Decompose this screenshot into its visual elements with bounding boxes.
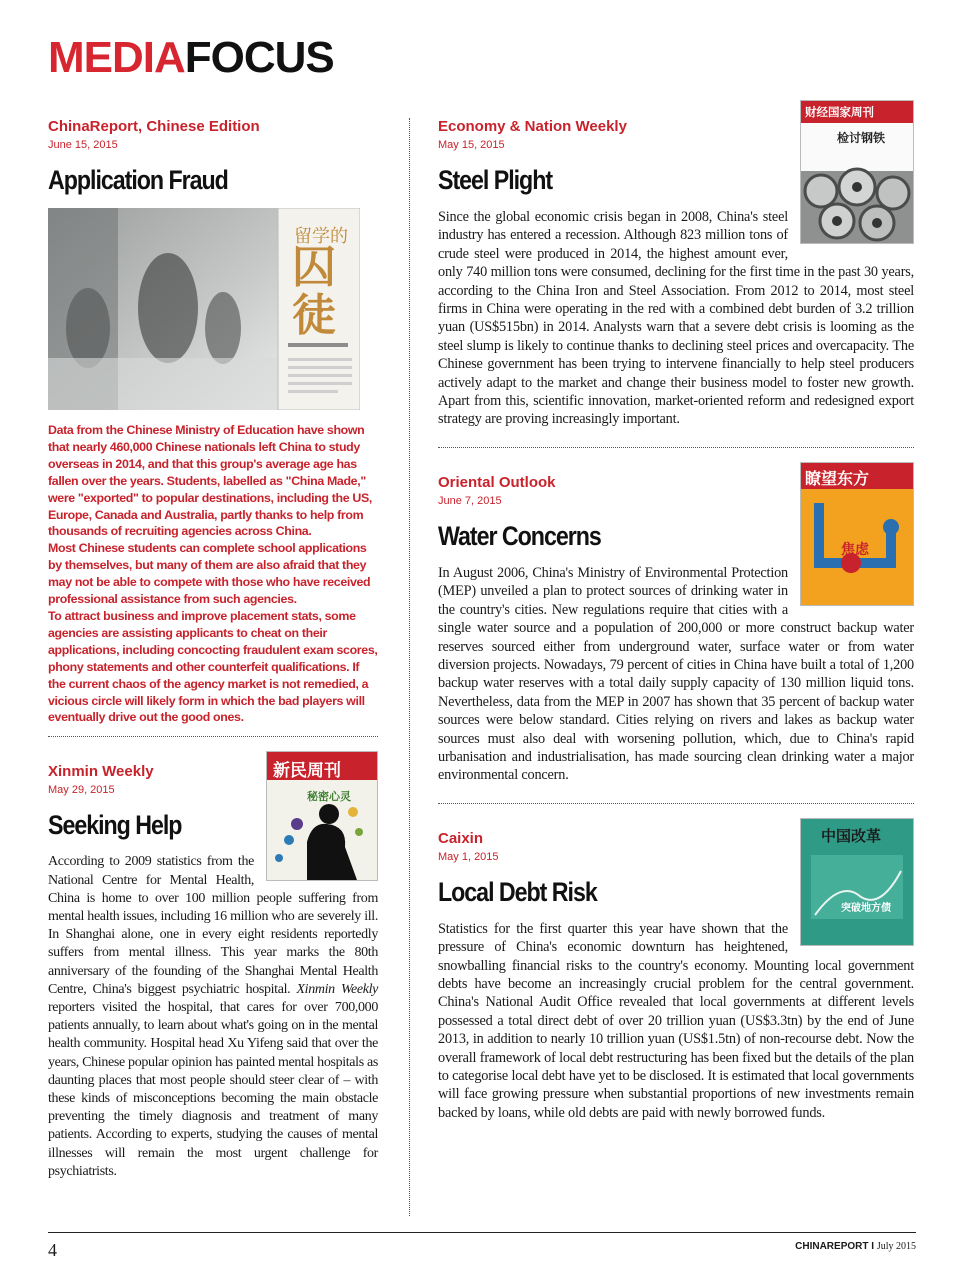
article-paragraph: Data from the Chinese Ministry of Education have shown that nearly 460,000 Chinese nationals left China to study overseas in 2014, and that this group's average age has fallen over the years. Students, labelled as "China Made," were "exported" to popular destinations, including the US, Europe, Canada and Australia, partly thanks to help from thousands of recruiting agencies across China. xyxy=(48,423,372,539)
article-date: June 15, 2015 xyxy=(48,139,118,151)
cover-title-text: 留学的 xyxy=(294,226,348,247)
article-headline: Water Concerns xyxy=(438,520,601,551)
cover-subtitle-text: 秘密心灵 xyxy=(307,790,351,804)
article-headline: Application Fraud xyxy=(48,165,228,195)
cover-big-char-1: 囚 xyxy=(292,242,336,293)
page-number: 4 xyxy=(48,1240,57,1260)
section-divider xyxy=(48,736,378,737)
footer-issue: July 2015 xyxy=(876,1241,916,1252)
article-text: According to 2009 statistics from the National Centre for Mental Health, China is home to over 100 million people suffering from mental health issues, including 16 million who are severely ill. In Shanghai alone, one in every eight residents reportedly suffers from mental illness. This year marks the 80th anniversary of the founding of the Shanghai Mental Health Centre, China's biggest psychiatric hospital. xyxy=(48,854,378,997)
article-body: In August 2006, China's Ministry of Environmental Protection (MEP) unveiled a plan to protect sources of drinking water in the country's cities. New regulations require that cities with a single water source and a population of 200,000 or more construct backup water reserves sourced either from underground water, surface water or from water diversion projects. Nowadays, 79 percent of cities in China have built a total of 1,200 backup water reserves with a total daily supply capacity of 130 million liquid tons. Nevertheless, data from the MEP in 2007 has shown that 35 percent of backup water sources were below standard. Cities relying on rivers and lakes as backup water sources must also deal with worsening pollution, which, due to China's rapid urbanisation and industrialisation, has made sourcing clean drinking water a major environmental concern. xyxy=(438,564,914,784)
article-photo xyxy=(48,208,360,410)
footer-brand xyxy=(795,1241,916,1252)
article-source: Oriental Outlook xyxy=(438,473,556,491)
article-paragraph: To attract business and improve placement stats, some agencies are assisting applicants to cheat on their applications, including concocting fraudulent exam scores, phony statements and other counterfeit qualifications. If the current chaos of the agency market is not remedied, a vicious circle will likely form in which the bad players will eventually drive out the good ones. xyxy=(48,608,378,725)
title-media: MEDIA xyxy=(48,33,185,82)
cover-title-text: 财经国家周刊 xyxy=(805,105,874,119)
article-source: Caixin xyxy=(438,829,484,847)
article-text: reporters visited the hospital, that cares for over 700,000 patients annually, to learn about what's going on in the mental health community. Hospital head Xu Yifeng said that over the years, Chinese popular opinion has painted mental hospitals as daunting places that most people should steer clear of – with these kinds of misconceptions becoming the main obstacle preventing the timely diagnosis and treatment of many patients. According to experts, studying the causes of mental illnesses will remain the most urgent challenge for psychiatrists. xyxy=(48,999,378,1179)
cover-subtitle-text: 突破地方债 xyxy=(841,902,891,914)
article-date: June 7, 2015 xyxy=(438,494,502,507)
article-headline: Seeking Help xyxy=(48,810,182,841)
cover-subtitle-text: 检讨钢铁 xyxy=(837,131,886,145)
cover-title-text: 中国改革 xyxy=(821,826,882,845)
section-divider xyxy=(438,803,914,804)
article-water-concerns xyxy=(438,468,914,785)
section-divider xyxy=(438,447,914,448)
article-source: Economy & Nation Weekly xyxy=(438,118,627,135)
article-source: ChinaReport, Chinese Edition xyxy=(48,118,260,135)
footer-separator: I xyxy=(871,1241,875,1252)
article-paragraph: Most Chinese students can complete school applications by themselves, but many of them are also afraid that they may not be able to compete with those who have received professional assistance from such agencies. xyxy=(48,541,371,607)
title-focus: FOCUS xyxy=(184,33,334,82)
magazine-name-emphasis: Xinmin Weekly xyxy=(296,981,379,997)
article-date: May 29, 2015 xyxy=(48,784,115,797)
right-column xyxy=(438,105,914,1122)
article-source: Xinmin Weekly xyxy=(48,763,154,781)
column-divider xyxy=(409,118,410,1216)
footer-magazine-name: CHINAREPORT xyxy=(795,1241,869,1252)
article-body: Since the global economic crisis began in 2008, China's steel industry has entered a recession. Although 823 million tons of crude steel were produced in 2014, the highest amount ever, only 740 million tons were consumed, declining for the first time in the past 30 years, according to the China Iron and Steel Association. From 2012 to 2014, most steel firms in China were operating in the red with a combined debt burden of 3.2 trillion yuan (US$515bn) in 2014. Analysts warn that a severe debt crisis is looming as the steel slump is likely to continue thanks to declining steel prices and overcapacity. The Chinese government has been trying to intervene financially to help steel producers actively adapt to the market and change their business model to foster new growth. Apart from this, scientific innovation, market-oriented reform and redesigned export strategy are proving increasingly important. xyxy=(438,209,914,428)
article-headline: Steel Plight xyxy=(438,165,553,195)
cover-subtitle-text: 焦虑 xyxy=(841,541,869,558)
article-steel-plight xyxy=(438,105,914,429)
cover-big-char-2: 徒 xyxy=(292,290,336,341)
article-local-debt-risk xyxy=(438,826,914,1122)
cover-title-text: 新民周刊 xyxy=(273,761,341,782)
article-body: Statistics for the first quarter this year have shown that the pressure of China's economic downturn has heightened, snowballing financial risks to the country's economy. Mounting local government debts have become an increasingly crucial problem for the central government. China's National Audit Office revealed that local governments at different levels possessed a total direct debt of over 20 trillion yuan (US$3.3tn) by the end of June 2013, in addition to nearly 10 trillion yuan (US$1.5tn) of non-recourse debt. Now the overall framework of local debt restructuring has been fixed but the details of the plan to categorise local debt have yet to be disclosed. It is estimated that local governments will face growing pressure when substantial proportions of new investments remain backed by loans, while old debts are paid with newly borrowed funds. xyxy=(438,920,914,1121)
article-date: May 1, 2015 xyxy=(438,850,499,863)
article-seeking-help xyxy=(48,763,378,1181)
article-body xyxy=(48,853,378,1181)
cover-title-text: 瞭望东方 xyxy=(805,468,870,488)
media-focus-title xyxy=(48,33,334,82)
article-application-fraud xyxy=(48,118,378,726)
article-headline: Local Debt Risk xyxy=(438,876,597,907)
footer-rule xyxy=(48,1232,916,1233)
left-column xyxy=(48,116,378,1181)
article-date: May 15, 2015 xyxy=(438,139,505,151)
